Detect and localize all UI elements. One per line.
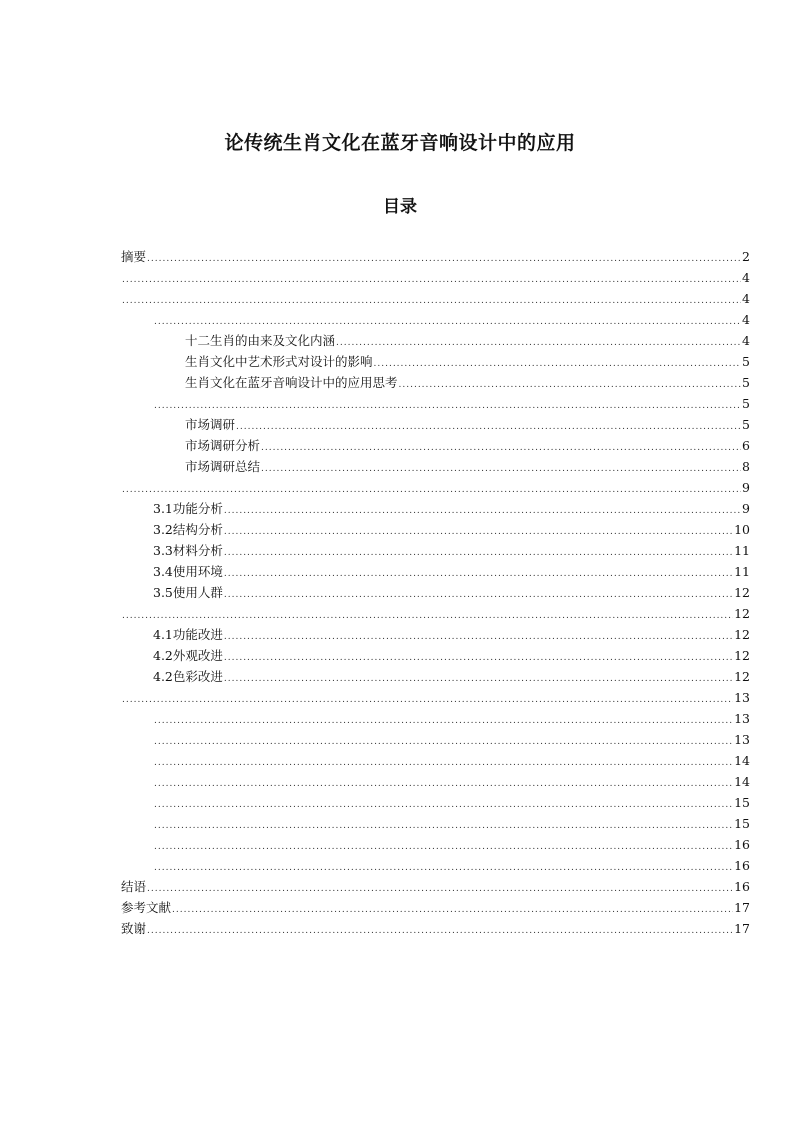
toc-entry[interactable] (121, 708, 750, 729)
toc-dot-leader (261, 438, 741, 459)
toc-page-number: 10 (734, 522, 750, 537)
toc-entry[interactable] (121, 414, 750, 435)
toc-entry-title: 参考文献 (121, 900, 172, 915)
toc-heading: 目录 (383, 197, 417, 217)
toc-page-number: 4 (742, 312, 750, 327)
toc-entry[interactable] (121, 267, 750, 288)
toc-entry-title: 生肖文化中艺术形式对设计的影响 (185, 354, 373, 369)
toc-page-number: 11 (734, 564, 750, 579)
toc-dot-leader (154, 753, 733, 774)
toc-dot-leader (224, 648, 733, 669)
toc-page-number: 9 (742, 480, 750, 495)
toc-dot-leader (374, 354, 741, 375)
toc-entry[interactable] (121, 834, 750, 855)
toc-entry-title: 4.1功能改进 (153, 627, 223, 642)
toc-page-number: 13 (734, 732, 750, 747)
toc-page-number: 6 (742, 438, 750, 453)
toc-dot-leader (147, 249, 741, 270)
toc-dot-leader (236, 417, 741, 438)
toc-entry-title: 市场调研分析 (185, 438, 261, 453)
toc-entry-title: 4.2外观改进 (153, 648, 223, 663)
toc-dot-leader (154, 837, 733, 858)
toc-entry[interactable] (121, 351, 750, 372)
toc-page-number: 5 (742, 396, 750, 411)
toc-entry[interactable] (121, 330, 750, 351)
toc-entry[interactable] (121, 498, 750, 519)
toc-dot-leader (172, 900, 733, 921)
toc-page-number: 12 (734, 585, 750, 600)
toc-page-number: 17 (734, 900, 750, 915)
toc-entry[interactable] (121, 288, 750, 309)
toc-dot-leader (224, 627, 733, 648)
toc-entry[interactable] (121, 540, 750, 561)
toc-entry-title: 生肖文化在蓝牙音响设计中的应用思考 (185, 375, 398, 390)
toc-page-number: 15 (734, 795, 750, 810)
toc-entry[interactable] (121, 855, 750, 876)
toc-page-number: 15 (734, 816, 750, 831)
toc-dot-leader (154, 858, 733, 879)
toc-dot-leader (224, 564, 733, 585)
toc-page-number: 16 (734, 858, 750, 873)
toc-entry-title: 市场调研 (185, 417, 236, 432)
toc-page-number: 13 (734, 711, 750, 726)
toc-entry-title: 结语 (121, 879, 147, 894)
toc-dot-leader (261, 459, 741, 480)
toc-dot-leader (147, 879, 733, 900)
toc-page-number: 11 (734, 543, 750, 558)
toc-page-number: 12 (734, 606, 750, 621)
toc-page-number: 4 (742, 270, 750, 285)
toc-entry[interactable] (121, 792, 750, 813)
toc-dot-leader (122, 270, 741, 291)
toc-dot-leader (122, 690, 733, 711)
toc-page-number: 8 (742, 459, 750, 474)
toc-page-number: 16 (734, 837, 750, 852)
toc-dot-leader (224, 585, 733, 606)
document-title: 论传统生肖文化在蓝牙音响设计中的应用 (224, 132, 576, 154)
toc-dot-leader (154, 396, 741, 417)
toc-entry[interactable] (121, 687, 750, 708)
toc-entry[interactable] (121, 666, 750, 687)
toc-entry[interactable] (121, 624, 750, 645)
toc-entry[interactable] (121, 729, 750, 750)
toc-page-number: 5 (742, 375, 750, 390)
toc-dot-leader (154, 711, 733, 732)
toc-dot-leader (336, 333, 741, 354)
toc-dot-leader (154, 795, 733, 816)
toc-dot-leader (154, 732, 733, 753)
toc-page-number: 16 (734, 879, 750, 894)
toc-page-number: 4 (742, 333, 750, 348)
toc-dot-leader (122, 291, 741, 312)
toc-entry-title: 3.5使用人群 (153, 585, 223, 600)
toc-page-number: 14 (734, 774, 750, 789)
toc-dot-leader (224, 543, 733, 564)
table-of-contents (121, 246, 750, 939)
toc-entry[interactable] (121, 561, 750, 582)
toc-entry-title: 3.1功能分析 (153, 501, 223, 516)
toc-page-number: 13 (734, 690, 750, 705)
toc-entry-title: 摘要 (121, 249, 147, 264)
toc-dot-leader (147, 921, 733, 942)
toc-entry[interactable] (121, 477, 750, 498)
toc-entry-title: 3.2结构分析 (153, 522, 223, 537)
toc-dot-leader (399, 375, 741, 396)
toc-entry[interactable] (121, 309, 750, 330)
toc-entry[interactable] (121, 519, 750, 540)
toc-entry-title: 市场调研总结 (185, 459, 261, 474)
toc-entry[interactable] (121, 456, 750, 477)
toc-entry[interactable] (121, 246, 750, 267)
toc-entry[interactable] (121, 918, 750, 939)
toc-entry[interactable] (121, 435, 750, 456)
toc-page-number: 4 (742, 291, 750, 306)
toc-entry[interactable] (121, 813, 750, 834)
toc-entry[interactable] (121, 750, 750, 771)
toc-entry-title: 3.3材料分析 (153, 543, 223, 558)
toc-page-number: 5 (742, 354, 750, 369)
toc-entry-title: 3.4使用环境 (153, 564, 223, 579)
toc-page-number: 2 (742, 249, 750, 264)
toc-entry[interactable] (121, 876, 750, 897)
toc-entry[interactable] (121, 372, 750, 393)
toc-dot-leader (154, 816, 733, 837)
toc-entry[interactable] (121, 771, 750, 792)
toc-dot-leader (224, 501, 741, 522)
toc-entry[interactable] (121, 645, 750, 666)
toc-page-number: 12 (734, 648, 750, 663)
toc-page-number: 5 (742, 417, 750, 432)
toc-page-number: 12 (734, 669, 750, 684)
toc-page-number: 12 (734, 627, 750, 642)
toc-entry[interactable] (121, 582, 750, 603)
toc-entry[interactable] (121, 603, 750, 624)
toc-entry[interactable] (121, 393, 750, 414)
toc-dot-leader (224, 522, 733, 543)
toc-dot-leader (224, 669, 733, 690)
toc-entry[interactable] (121, 897, 750, 918)
toc-entry-title: 致谢 (121, 921, 147, 936)
toc-dot-leader (154, 774, 733, 795)
toc-page-number: 9 (742, 501, 750, 516)
toc-entry-title: 4.2色彩改进 (153, 669, 223, 684)
toc-page-number: 14 (734, 753, 750, 768)
toc-page-number: 17 (734, 921, 750, 936)
toc-entry-title: 十二生肖的由来及文化内涵 (185, 333, 336, 348)
